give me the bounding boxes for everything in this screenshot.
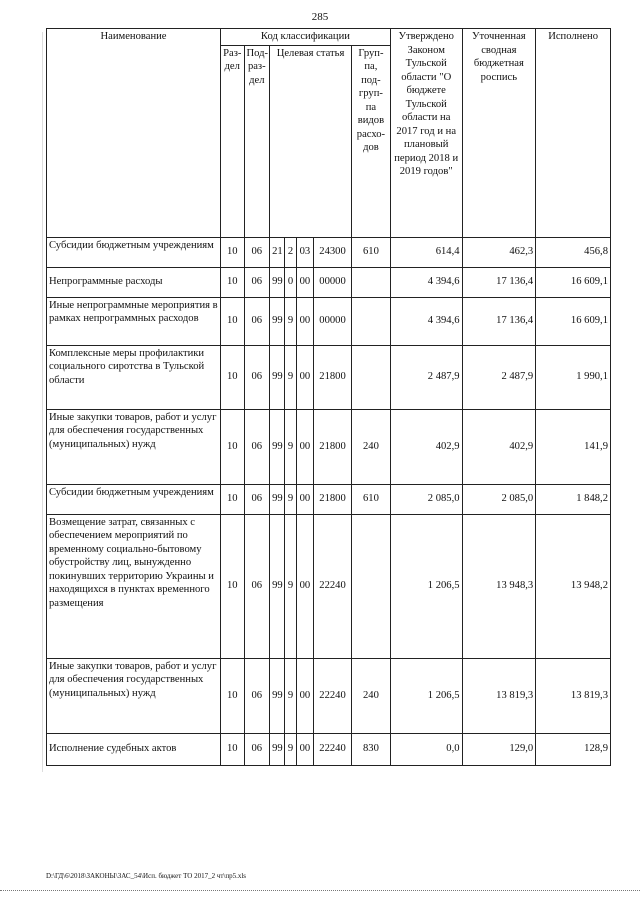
row-refined: 13 948,3 (462, 514, 536, 658)
row-razdel: 10 (220, 237, 244, 267)
table-row (47, 267, 611, 297)
row-approved: 4 394,6 (390, 267, 462, 297)
row-cs-direction: 00000 (314, 297, 352, 345)
header-approved: Утверждено Законом Тульской области "О бюджете Тульской области на 2017 год и на плановый период 2018 и 2019 годов" (390, 29, 462, 238)
row-expense-group: 240 (351, 658, 390, 733)
row-executed: 1 848,2 (536, 484, 611, 514)
budget-table (46, 28, 611, 766)
table-row (47, 237, 611, 267)
row-cs-direction: 22240 (314, 658, 352, 733)
row-cs-direction: 22240 (314, 733, 352, 765)
row-razdel: 10 (220, 514, 244, 658)
row-executed: 13 948,2 (536, 514, 611, 658)
row-razdel: 10 (220, 733, 244, 765)
row-executed: 141,9 (536, 409, 611, 484)
row-expense-group (351, 297, 390, 345)
row-cs-subprogram: 2 (285, 237, 296, 267)
row-podrazdel: 06 (244, 514, 270, 658)
row-razdel: 10 (220, 297, 244, 345)
row-cs-event: 00 (296, 733, 313, 765)
row-approved: 1 206,5 (390, 658, 462, 733)
row-cs-subprogram: 9 (285, 514, 296, 658)
row-refined: 17 136,4 (462, 267, 536, 297)
row-cs-event: 00 (296, 267, 313, 297)
row-expense-group: 610 (351, 484, 390, 514)
row-executed: 128,9 (536, 733, 611, 765)
row-executed: 13 819,3 (536, 658, 611, 733)
row-razdel: 10 (220, 658, 244, 733)
row-refined: 17 136,4 (462, 297, 536, 345)
row-approved: 402,9 (390, 409, 462, 484)
row-podrazdel: 06 (244, 733, 270, 765)
row-cs-event: 00 (296, 514, 313, 658)
row-cs-program: 99 (270, 733, 285, 765)
row-cs-subprogram: 9 (285, 484, 296, 514)
row-refined: 402,9 (462, 409, 536, 484)
row-executed: 16 609,1 (536, 297, 611, 345)
row-cs-event: 00 (296, 409, 313, 484)
row-cs-subprogram: 9 (285, 658, 296, 733)
row-refined: 2 085,0 (462, 484, 536, 514)
row-cs-direction: 21800 (314, 409, 352, 484)
row-cs-direction: 21800 (314, 345, 352, 409)
row-approved: 1 206,5 (390, 514, 462, 658)
row-podrazdel: 06 (244, 267, 270, 297)
row-razdel: 10 (220, 345, 244, 409)
header-expense-group: Груп-па, под-груп-па видов расхо-дов (351, 45, 390, 237)
row-name: Иные закупки товаров, работ и услуг для обеспечения государственных (муниципальных) нужд (47, 409, 221, 484)
row-name: Субсидии бюджетным учреждениям (47, 484, 221, 514)
row-cs-direction: 22240 (314, 514, 352, 658)
row-cs-event: 00 (296, 345, 313, 409)
table-row (47, 658, 611, 733)
row-cs-program: 99 (270, 409, 285, 484)
row-cs-program: 99 (270, 345, 285, 409)
row-executed: 1 990,1 (536, 345, 611, 409)
row-approved: 2 085,0 (390, 484, 462, 514)
row-podrazdel: 06 (244, 345, 270, 409)
table-row (47, 345, 611, 409)
row-cs-program: 21 (270, 237, 285, 267)
row-executed: 16 609,1 (536, 267, 611, 297)
row-approved: 2 487,9 (390, 345, 462, 409)
header-target-article: Целевая статья (270, 45, 352, 237)
row-cs-event: 00 (296, 297, 313, 345)
row-razdel: 10 (220, 267, 244, 297)
row-refined: 2 487,9 (462, 345, 536, 409)
footer-file-path: D:\ГД\6\2018\ЗАКОНЫ\ЗАС_54\Исп. бюджет ТО 2017_2 чт\пр5.xls (46, 872, 247, 880)
row-cs-subprogram: 9 (285, 297, 296, 345)
row-expense-group (351, 267, 390, 297)
header-refined: Уточненная сводная бюджетная роспись (462, 29, 536, 238)
row-cs-program: 99 (270, 514, 285, 658)
row-cs-direction: 24300 (314, 237, 352, 267)
row-approved: 0,0 (390, 733, 462, 765)
row-name: Иные непрограммные мероприятия в рамках непрограммных расходов (47, 297, 221, 345)
table-row (47, 409, 611, 484)
row-cs-subprogram: 0 (285, 267, 296, 297)
row-approved: 4 394,6 (390, 297, 462, 345)
margin-line (42, 32, 43, 772)
row-cs-program: 99 (270, 484, 285, 514)
row-name: Комплексные меры профилактики социального сиротства в Тульской области (47, 345, 221, 409)
header-section: Раз-дел (220, 45, 244, 237)
row-expense-group: 610 (351, 237, 390, 267)
row-refined: 462,3 (462, 237, 536, 267)
row-cs-event: 03 (296, 237, 313, 267)
page-number: 285 (311, 11, 329, 23)
row-podrazdel: 06 (244, 658, 270, 733)
row-podrazdel: 06 (244, 484, 270, 514)
row-cs-program: 99 (270, 658, 285, 733)
row-name: Возмещение затрат, связанных с обеспечением мероприятий по временному социально-бытовому обустройству лиц, вынужденно покинувших территорию Украины и находящихся в пунктах временного размещения (47, 514, 221, 658)
row-cs-direction: 21800 (314, 484, 352, 514)
row-executed: 456,8 (536, 237, 611, 267)
header-classification: Код классификации (220, 29, 390, 46)
row-razdel: 10 (220, 484, 244, 514)
row-cs-subprogram: 9 (285, 345, 296, 409)
table-row (47, 297, 611, 345)
table-row (47, 484, 611, 514)
row-cs-program: 99 (270, 267, 285, 297)
row-name: Иные закупки товаров, работ и услуг для обеспечения государственных (муниципальных) нужд (47, 658, 221, 733)
row-cs-subprogram: 9 (285, 733, 296, 765)
row-cs-event: 00 (296, 658, 313, 733)
header-executed: Исполнено (536, 29, 611, 238)
table-row (47, 733, 611, 765)
row-expense-group: 240 (351, 409, 390, 484)
row-name: Непрограммные расходы (47, 267, 221, 297)
row-expense-group (351, 345, 390, 409)
row-cs-program: 99 (270, 297, 285, 345)
row-refined: 13 819,3 (462, 658, 536, 733)
row-expense-group: 830 (351, 733, 390, 765)
row-razdel: 10 (220, 409, 244, 484)
row-podrazdel: 06 (244, 409, 270, 484)
row-cs-direction: 00000 (314, 267, 352, 297)
header-name: Наименование (47, 29, 221, 238)
row-podrazdel: 06 (244, 297, 270, 345)
row-cs-subprogram: 9 (285, 409, 296, 484)
row-approved: 614,4 (390, 237, 462, 267)
header-subsection: Под-раз-дел (244, 45, 270, 237)
row-cs-event: 00 (296, 484, 313, 514)
row-name: Субсидии бюджетным учреждениям (47, 237, 221, 267)
footer-divider (0, 890, 640, 892)
row-podrazdel: 06 (244, 237, 270, 267)
row-refined: 129,0 (462, 733, 536, 765)
table-row (47, 514, 611, 658)
row-name: Исполнение судебных актов (47, 733, 221, 765)
row-expense-group (351, 514, 390, 658)
